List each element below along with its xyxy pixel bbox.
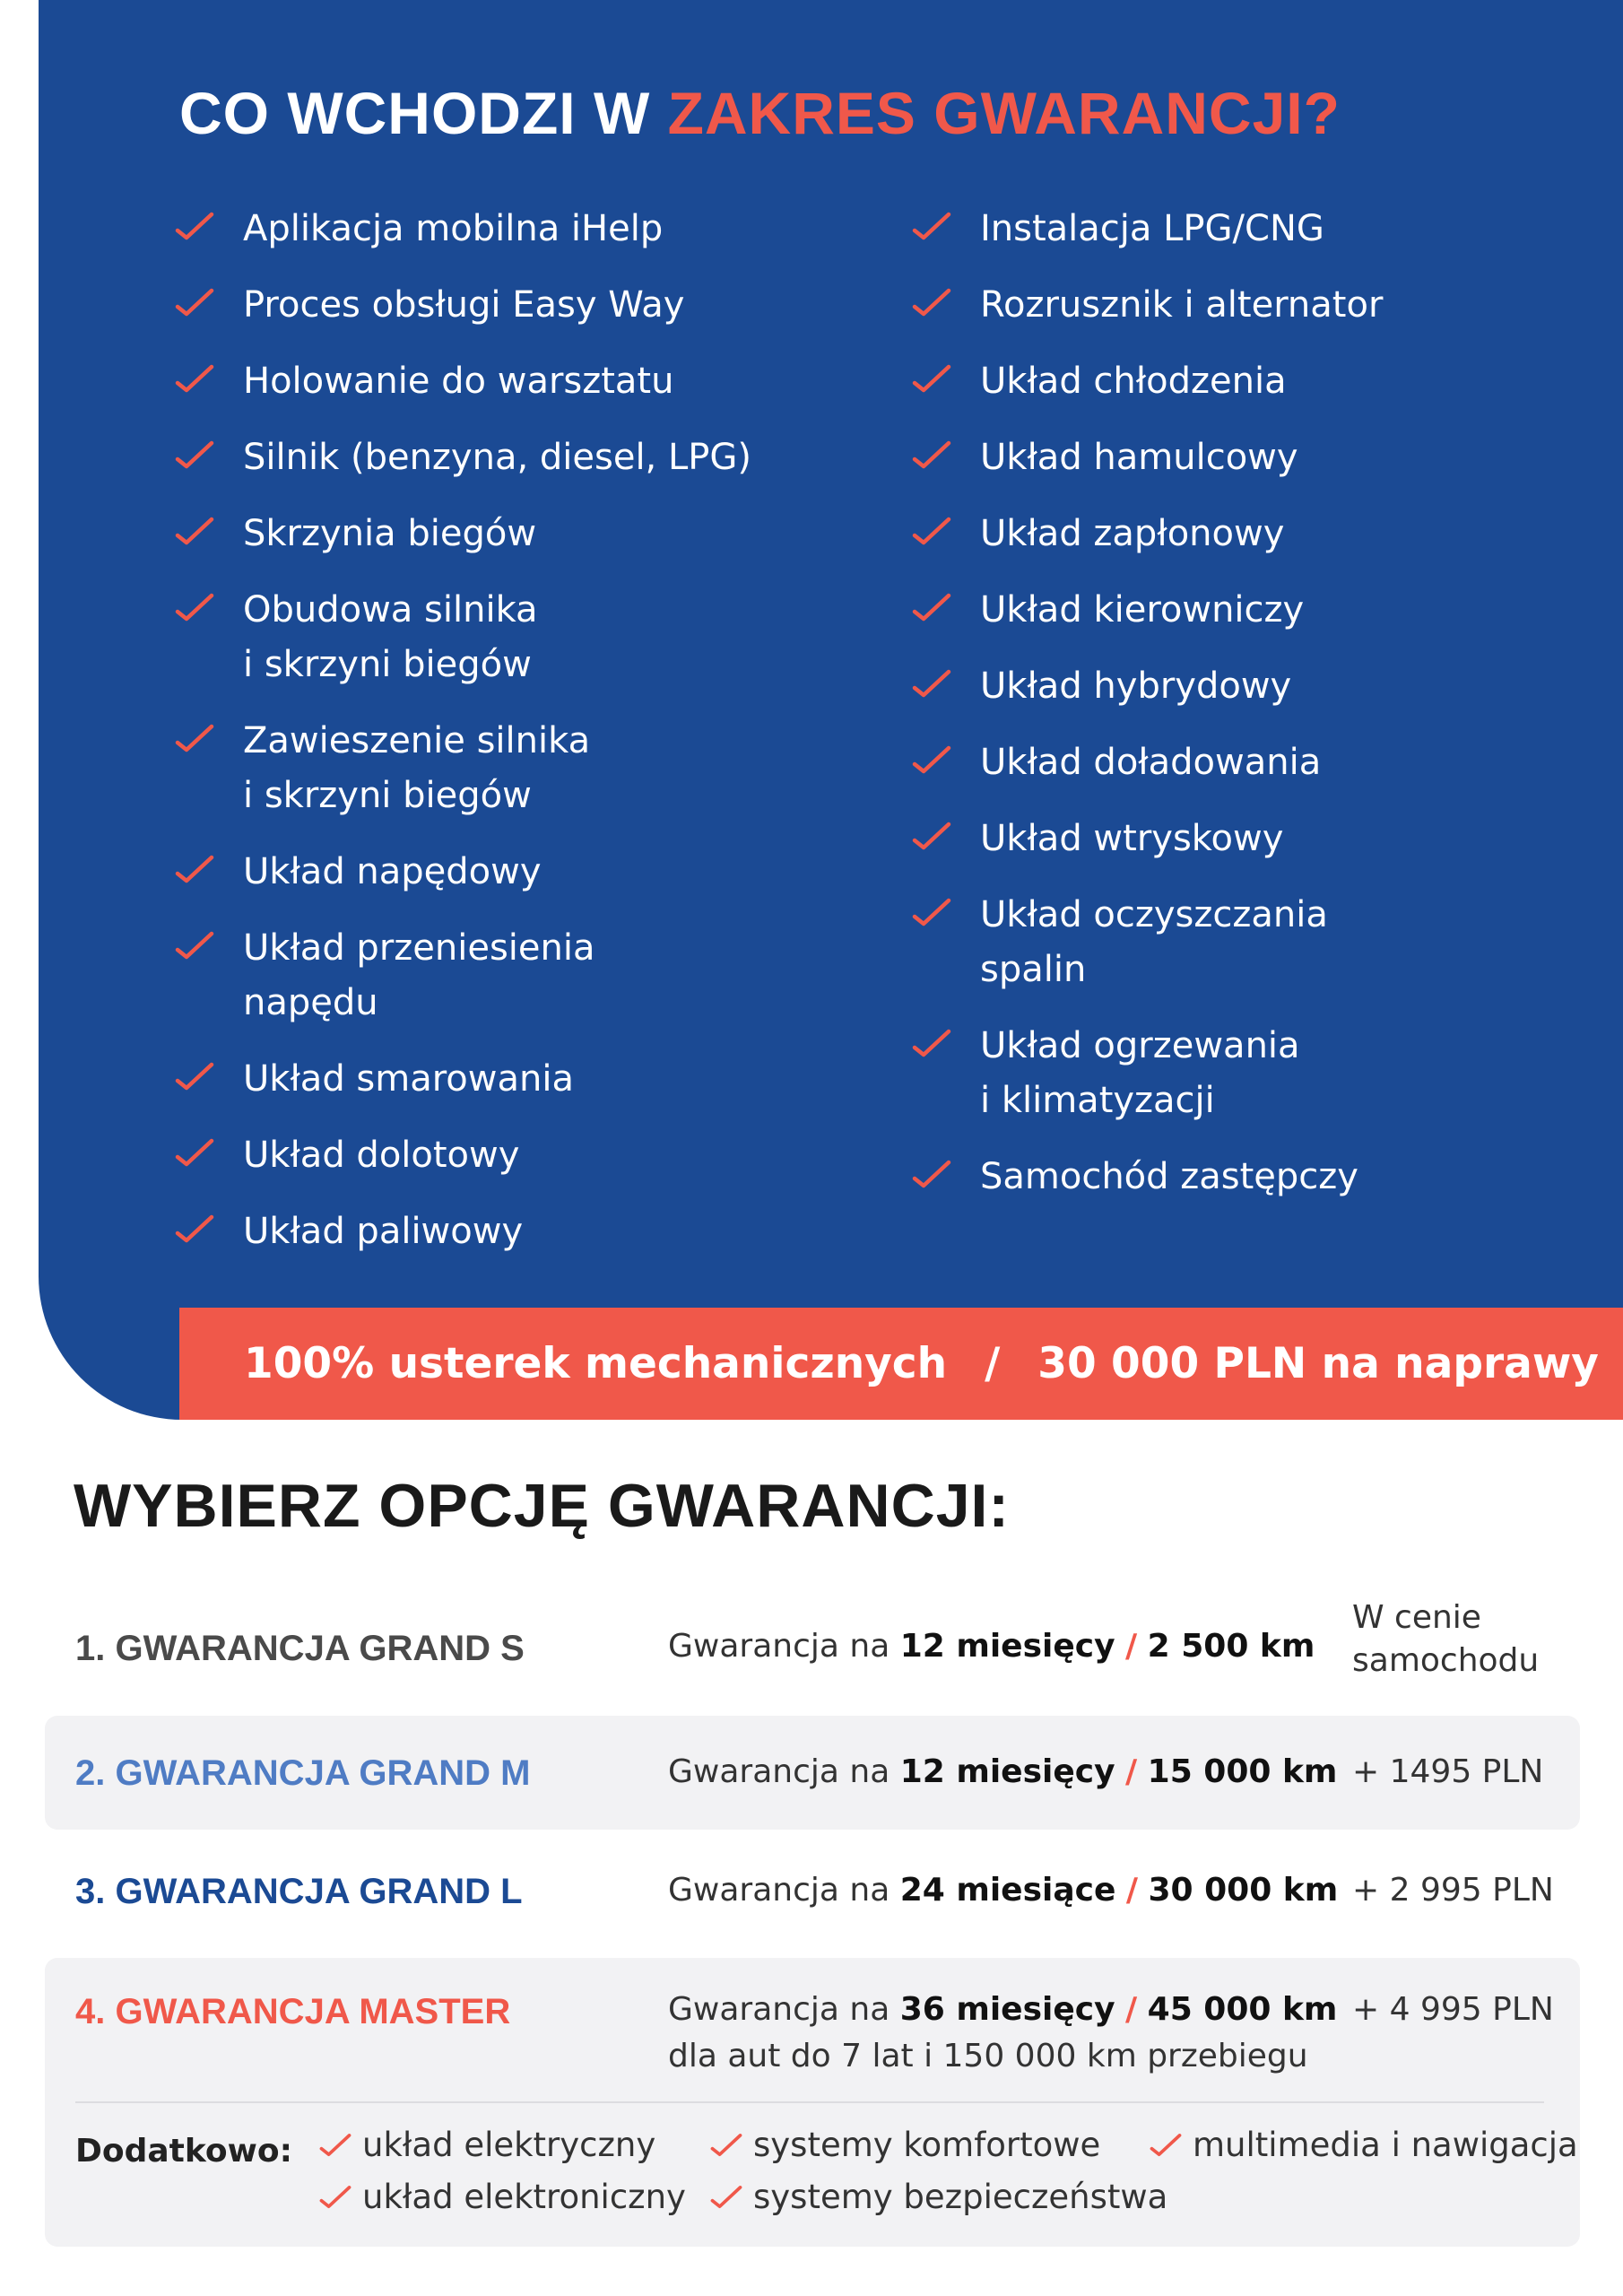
coverage-item [912,888,1593,997]
option-slash: / [1125,1991,1138,2028]
extra-item [319,2126,655,2164]
coverage-item-label: Układ napędowy [243,851,542,892]
check-icon [175,1212,214,1251]
coverage-item [912,354,1593,409]
coverage-title [179,79,1341,147]
coverage-item [912,430,1593,485]
coverage-item [175,430,856,485]
banner-separator: / [985,1339,1001,1388]
coverage-item [175,714,856,823]
check-icon [912,438,951,477]
option-km: 2 500 km [1147,1628,1315,1665]
check-icon [912,361,951,401]
extras-divider [75,2101,1544,2103]
check-icon [319,2131,352,2163]
option-price: + 4 995 PLN [1352,1991,1554,2028]
option-slash: / [1125,1753,1138,1790]
coverage-item [175,278,856,333]
banner-right-text: 30 000 PLN na naprawy [1037,1339,1599,1388]
check-icon [912,743,951,782]
coverage-banner [179,1308,1623,1420]
check-icon [175,438,214,477]
option-name: 4. GWARANCJA MASTER [75,1992,511,2031]
option-months: 12 miesięcy [899,1753,1115,1790]
check-icon [175,361,214,401]
coverage-item-label: Układ chłodzenia [980,361,1287,402]
check-icon [175,285,214,325]
check-icon [710,2183,742,2215]
option-price: + 1495 PLN [1352,1753,1544,1790]
option-row-grand-m [45,1716,1580,1830]
coverage-item-label: Obudowa silnika i skrzyni biegów [243,589,538,685]
check-icon [175,514,214,553]
coverage-item [912,659,1593,714]
coverage-item-label: Rozrusznik i alternator [980,284,1384,326]
coverage-item-label: Zawieszenie silnika i skrzyni biegów [243,720,591,816]
coverage-item [175,921,856,1031]
coverage-item-label: Układ oczyszczania spalin [980,894,1328,990]
extra-item-label: układ elektroniczny [362,2178,686,2216]
extra-item-label: układ elektryczny [362,2126,656,2164]
coverage-item [912,812,1593,866]
coverage-item [175,202,856,257]
option-desc-prefix: Gwarancja na [668,1628,900,1665]
check-icon [912,1157,951,1196]
check-icon [912,819,951,858]
option-row-grand-l [45,1834,1580,1948]
coverage-item-label: Samochód zastępczy [980,1156,1358,1197]
option-description [668,1623,1315,1670]
coverage-item-label: Układ hamulcowy [980,437,1298,478]
extra-item [319,2178,686,2216]
option-name: 1. GWARANCJA GRAND S [75,1629,525,1668]
option-km: 15 000 km [1147,1753,1338,1790]
coverage-list-right [912,202,1593,1226]
coverage-item [175,1052,856,1107]
coverage-item [912,507,1593,561]
option-km: 30 000 km [1148,1872,1339,1909]
option-months: 24 miesiące [899,1872,1116,1909]
option-desc-extra: dla aut do 7 lat i 150 000 km przebiegu [668,2038,1308,2074]
coverage-title-accent: ZAKRES GWARANCJI? [667,80,1341,146]
option-name: 2. GWARANCJA GRAND M [75,1753,531,1793]
coverage-item-label: Układ hybrydowy [980,665,1292,707]
coverage-item-label: Silnik (benzyna, diesel, LPG) [243,437,751,478]
coverage-title-prefix: CO WCHODZI W [179,80,668,146]
coverage-item [175,354,856,409]
check-icon [175,852,214,891]
coverage-item [175,1128,856,1183]
check-icon [175,209,214,248]
option-row-master [45,1958,1580,2247]
coverage-item-label: Układ dolotowy [243,1135,520,1176]
check-icon [175,1059,214,1099]
coverage-item-label: Instalacja LPG/CNG [980,208,1324,249]
coverage-item-label: Aplikacja mobilna iHelp [243,208,664,249]
extra-item-label: systemy bezpieczeństwa [753,2178,1168,2216]
option-row-grand-s [45,1596,1580,1695]
extra-item [710,2126,1100,2164]
option-desc-prefix: Gwarancja na [668,1991,900,2028]
coverage-item-label: Holowanie do warsztatu [243,361,674,402]
option-price: W cenie samochodu [1352,1599,1540,1679]
check-icon [912,514,951,553]
extra-item [710,2178,1167,2216]
coverage-list-left [175,202,856,1281]
coverage-item [175,583,856,692]
extras-label: Dodatkowo: [75,2133,292,2170]
option-desc-prefix: Gwarancja na [668,1872,900,1909]
check-icon [912,285,951,325]
coverage-item [912,278,1593,333]
check-icon [912,1026,951,1065]
banner-left-text: 100% usterek mechanicznych [244,1339,948,1388]
option-km: 45 000 km [1147,1991,1338,2028]
coverage-item [912,202,1593,257]
coverage-item-label: Układ zapłonowy [980,513,1285,554]
check-icon [1150,2131,1182,2163]
option-name: 3. GWARANCJA GRAND L [75,1872,523,1911]
coverage-item-label: Skrzynia biegów [243,513,537,554]
extra-item-label: multimedia i nawigacja [1193,2126,1578,2164]
check-icon [912,895,951,935]
extra-item [1150,2126,1578,2164]
coverage-item [175,845,856,900]
coverage-item-label: Proces obsługi Easy Way [243,284,685,326]
check-icon [912,209,951,248]
check-icon [175,1135,214,1175]
option-description [668,1867,1338,1914]
coverage-item [175,1205,856,1259]
option-slash: / [1125,1628,1138,1665]
check-icon [175,928,214,968]
coverage-item-label: Układ smarowania [243,1058,574,1100]
option-price: + 2 995 PLN [1352,1872,1554,1909]
check-icon [912,590,951,630]
coverage-item-label: Układ przeniesienia napędu [243,927,595,1023]
check-icon [175,721,214,761]
coverage-item-label: Układ paliwowy [243,1211,524,1252]
coverage-item [912,583,1593,638]
coverage-item [912,1150,1593,1205]
coverage-item [912,1019,1593,1128]
coverage-item-label: Układ wtryskowy [980,818,1284,859]
check-icon [710,2131,742,2163]
options-title: WYBIERZ OPCJĘ GWARANCJI: [74,1472,1011,1540]
option-description [668,1749,1337,1796]
coverage-item-label: Układ ogrzewania i klimatyzacji [980,1025,1300,1121]
option-description [668,1987,1337,2080]
option-months: 12 miesięcy [899,1628,1115,1665]
check-icon [912,666,951,706]
coverage-item-label: Układ doładowania [980,742,1322,783]
check-icon [319,2183,352,2215]
coverage-item [912,735,1593,790]
check-icon [175,590,214,630]
coverage-item-label: Układ kierowniczy [980,589,1305,631]
extra-item-label: systemy komfortowe [753,2126,1101,2164]
coverage-item [175,507,856,561]
option-slash: / [1125,1872,1139,1909]
option-months: 36 miesięcy [899,1991,1115,2028]
option-desc-prefix: Gwarancja na [668,1753,900,1790]
